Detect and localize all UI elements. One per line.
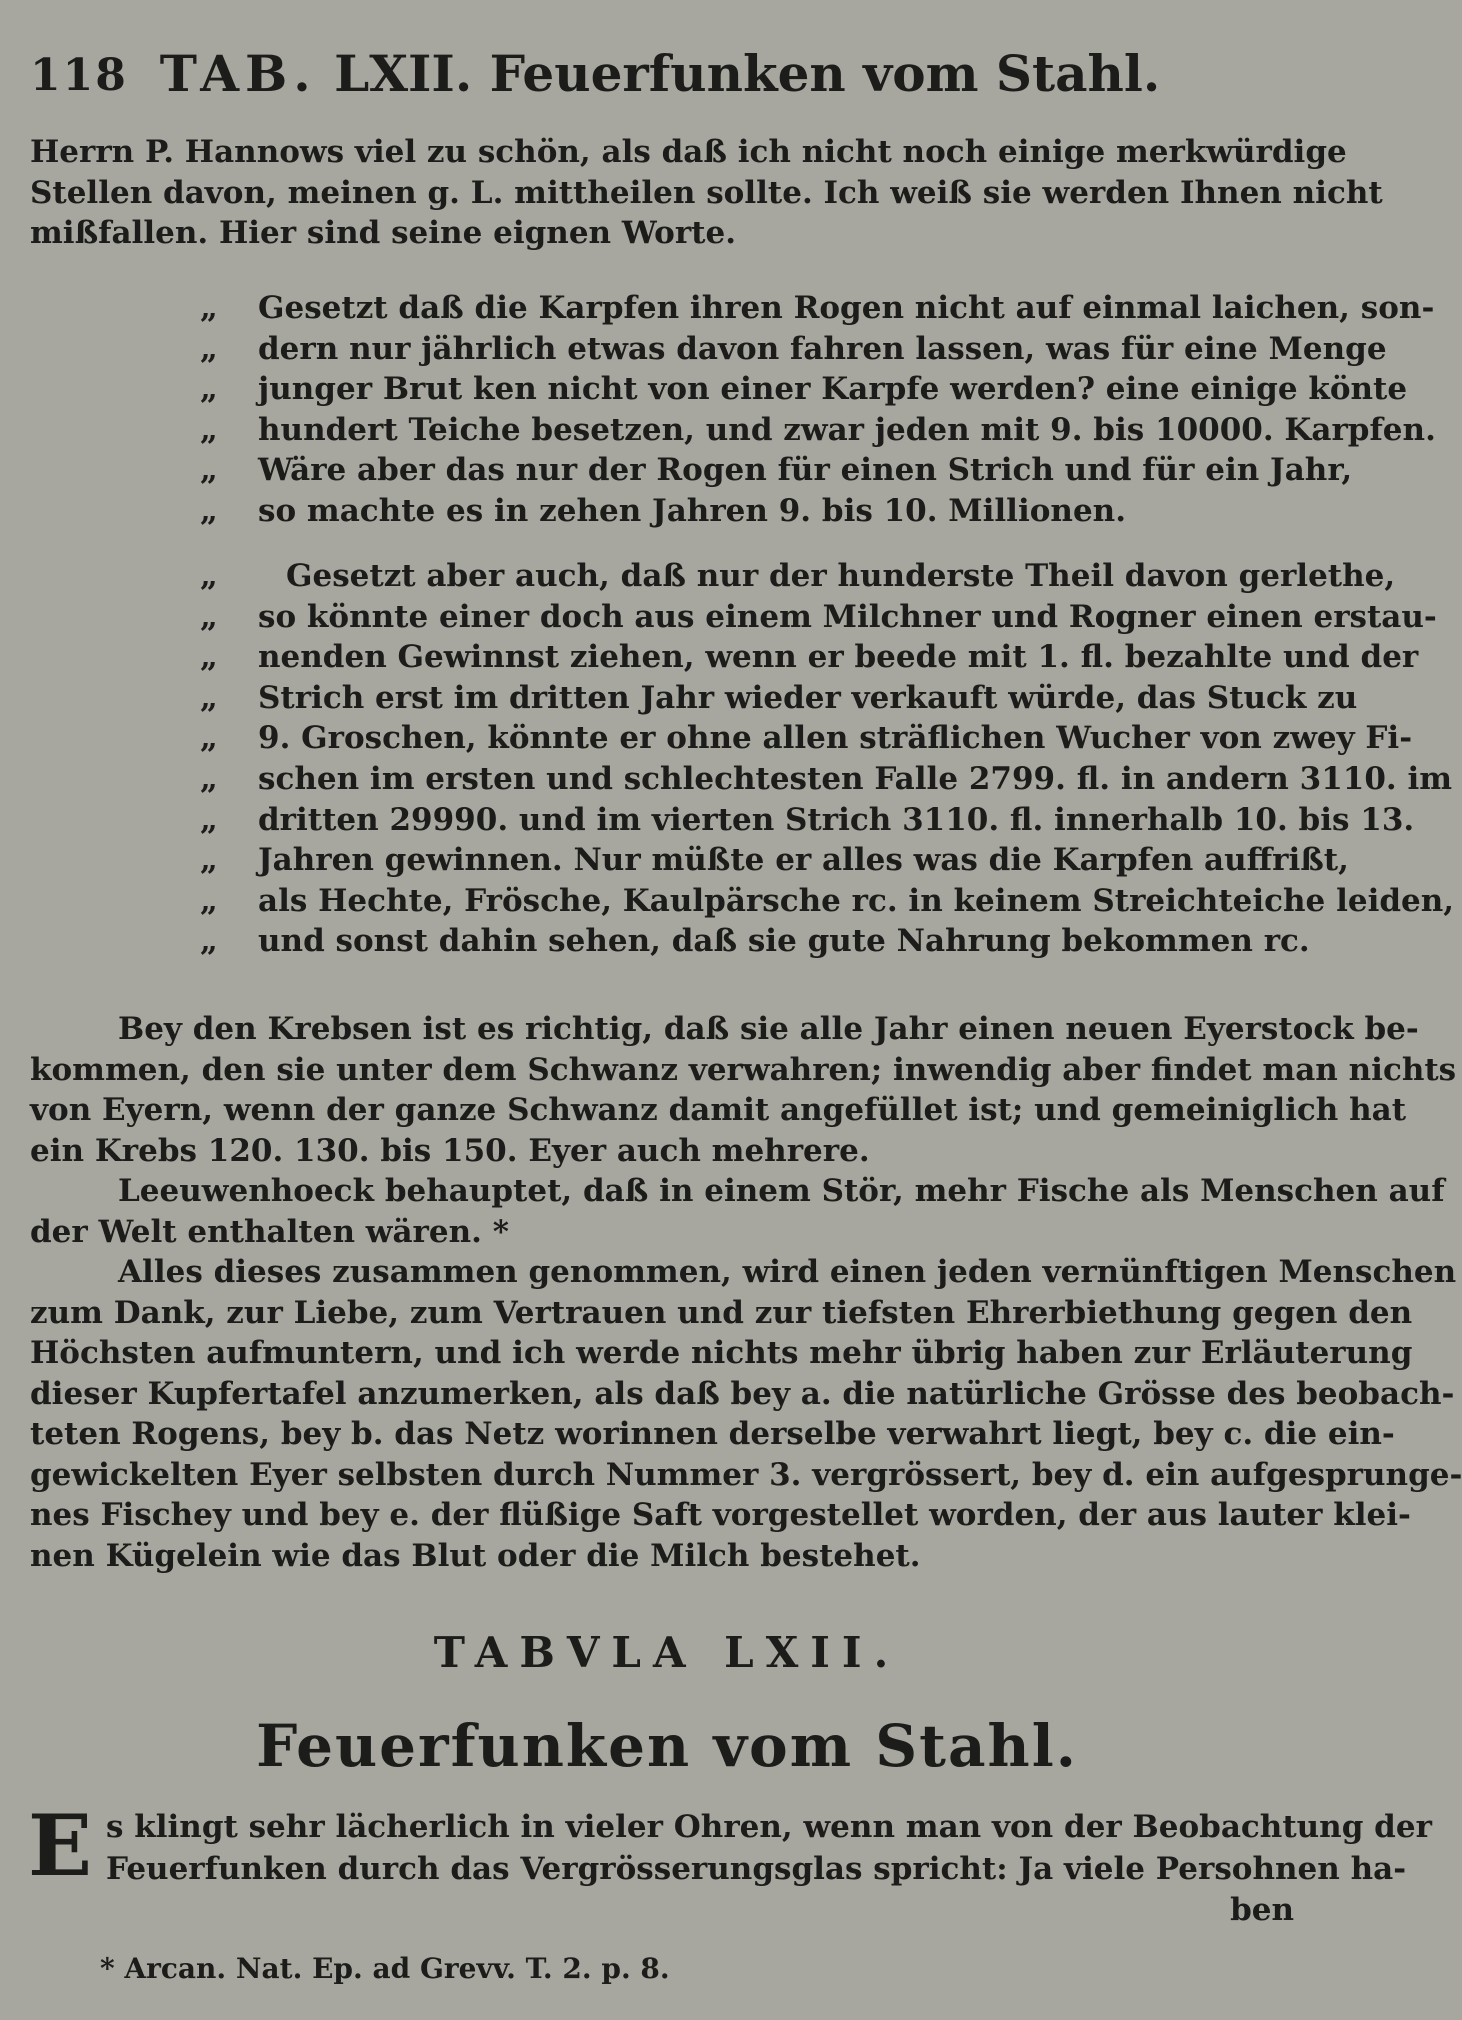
quote-mark: „ <box>200 882 218 919</box>
text-line: s klingt sehr lächerlich in vieler Ohren, wenn man von der Beobachtung der <box>106 1809 1432 1845</box>
quote-mark: „ <box>200 330 218 367</box>
quote-line: dritten 29990. und im vierten Strich 3110. fl. innerhalb 10. bis 13. <box>258 801 1415 838</box>
text-line: Alles dieses zusammen genommen, wird einen jeden vernünftigen Menschen <box>118 1254 1457 1290</box>
quote-line: Jahren gewinnen. Nur müßte er alles was die Karpfen auffrißt, <box>258 842 1349 879</box>
opening-paragraph <box>30 132 1383 254</box>
text-line: Leeuwenhoeck behauptet, daß in einem Stör, mehr Fische als Menschen auf <box>118 1173 1445 1209</box>
text-line: Herrn P. Hannows viel zu schön, als daß ich nicht noch einige merkwürdige <box>30 134 1347 170</box>
section-paragraph <box>106 1806 1432 1890</box>
quote-line: Gesetzt aber auch, daß nur der hunderste Theil davon gerlethe, <box>286 558 1396 594</box>
text-line: dieser Kupfertafel anzumerken, als daß bey a. die natürliche Grösse des beobach- <box>30 1375 1455 1412</box>
quote-line: Wäre aber das nur der Rogen für einen Strich und für ein Jahr, <box>258 452 1353 489</box>
tab-number: LXII. <box>334 44 473 103</box>
drop-cap: E <box>28 1796 93 1895</box>
quotation-second <box>200 556 1455 962</box>
quote-mark: „ <box>200 679 218 716</box>
text-line: von Eyern, wenn der ganze Schwanz damit angefüllet ist; und gemeiniglich hat <box>30 1092 1407 1128</box>
quote-mark: „ <box>200 598 218 635</box>
quote-mark: „ <box>200 452 218 489</box>
catchword: ben <box>1230 1892 1294 1928</box>
quote-mark: „ <box>200 760 218 797</box>
quote-line: hundert Teiche besetzen, und zwar jeden mit 9. bis 10000. Karpfen. <box>258 411 1436 448</box>
text-line: Bey den Krebsen ist es richtig, daß sie alle Jahr einen neuen Eyerstock be- <box>118 1011 1419 1047</box>
quote-line: als Hechte, Frösche, Kaulpärsche rc. in keinem Streichteiche leiden, <box>258 882 1455 919</box>
quote-mark: „ <box>200 801 218 838</box>
text-line: der Welt enthalten wären. * <box>30 1213 509 1250</box>
text-line: teten Rogens, bey b. das Netz worinnen derselbe verwahrt liegt, bey c. die ein- <box>30 1416 1395 1452</box>
text-line: kommen, den sie unter dem Schwanz verwahren; inwendig aber findet man nichts <box>30 1051 1457 1088</box>
text-line: Höchsten aufmuntern, und ich werde nichts mehr übrig haben zur Erläuterung <box>30 1335 1413 1371</box>
section-heading: TABVLA LXII. <box>433 1628 901 1677</box>
quote-line: 9. Groschen, könnte er ohne allen sträflichen Wucher von zwey Fi- <box>258 720 1413 757</box>
body-paragraphs <box>30 1009 1462 1576</box>
text-line: gewickelten Eyer selbsten durch Nummer 3. vergrössert, bey d. ein aufgesprunge- <box>30 1456 1462 1493</box>
text-line: Feuerfunken durch das Vergrösserungsglas spricht: Ja viele Persohnen ha- <box>106 1851 1407 1887</box>
quote-line: und sonst dahin sehen, daß sie gute Nahrung bekommen rc. <box>258 923 1310 960</box>
running-title-line <box>30 44 1290 103</box>
quote-line: so könnte einer doch aus einem Milchner und Rogner einen erstau- <box>258 598 1437 635</box>
quote-mark: „ <box>200 923 218 960</box>
text-line: nes Fischey und bey e. der flüßige Saft vorgestellet worden, der aus lauter klei- <box>30 1497 1411 1533</box>
quote-mark: „ <box>200 411 218 448</box>
text-line: nen Kügelein wie das Blut oder die Milch bestehet. <box>30 1537 921 1574</box>
text-line: Stellen davon, meinen g. L. mittheilen sollte. Ich weiß sie werden Ihnen nicht <box>30 174 1383 211</box>
quote-line: schen im ersten und schlechtesten Falle 2799. fl. in andern 3110. im <box>258 760 1453 797</box>
quote-mark: „ <box>200 371 218 408</box>
quote-mark: „ <box>200 720 218 757</box>
text-line: mißfallen. Hier sind seine eignen Worte. <box>30 215 737 251</box>
running-title: Feuerfunken vom Stahl. <box>489 44 1161 103</box>
quote-line: Strich erst im dritten Jahr wieder verkauft würde, das Stuck zu <box>258 679 1358 716</box>
text-line: zum Dank, zur Liebe, zum Vertrauen und zur tiefsten Ehrerbiethung gegen den <box>30 1294 1413 1331</box>
quote-line: Gesetzt daß die Karpfen ihren Rogen nicht auf einmal laichen, son- <box>258 290 1435 326</box>
tab-label: TAB. <box>159 44 317 103</box>
quotation-first <box>200 288 1436 532</box>
quote-mark: „ <box>200 842 218 879</box>
quote-mark: „ <box>200 558 218 594</box>
quote-line: nenden Gewinnst ziehen, wenn er beede mit 1. fl. bezahlte und der <box>258 639 1419 676</box>
quote-mark: „ <box>200 492 218 529</box>
page-number: 118 <box>30 50 128 101</box>
quote-line: dern nur jährlich etwas davon fahren lassen, was für eine Menge <box>258 330 1387 367</box>
quote-line: so machte es in zehen Jahren 9. bis 10. Millionen. <box>258 492 1126 529</box>
text-line: ein Krebs 120. 130. bis 150. Eyer auch mehrere. <box>30 1132 870 1169</box>
footnote: * Arcan. Nat. Ep. ad Grevv. T. 2. p. 8. <box>100 1952 670 1985</box>
quote-mark: „ <box>200 290 218 326</box>
quote-mark: „ <box>200 639 218 676</box>
section-title: Feuerfunken vom Stahl. <box>256 1712 1078 1780</box>
running-header <box>30 40 1290 110</box>
quote-line: junger Brut ken nicht von einer Karpfe werden? eine einige könte <box>258 371 1408 408</box>
